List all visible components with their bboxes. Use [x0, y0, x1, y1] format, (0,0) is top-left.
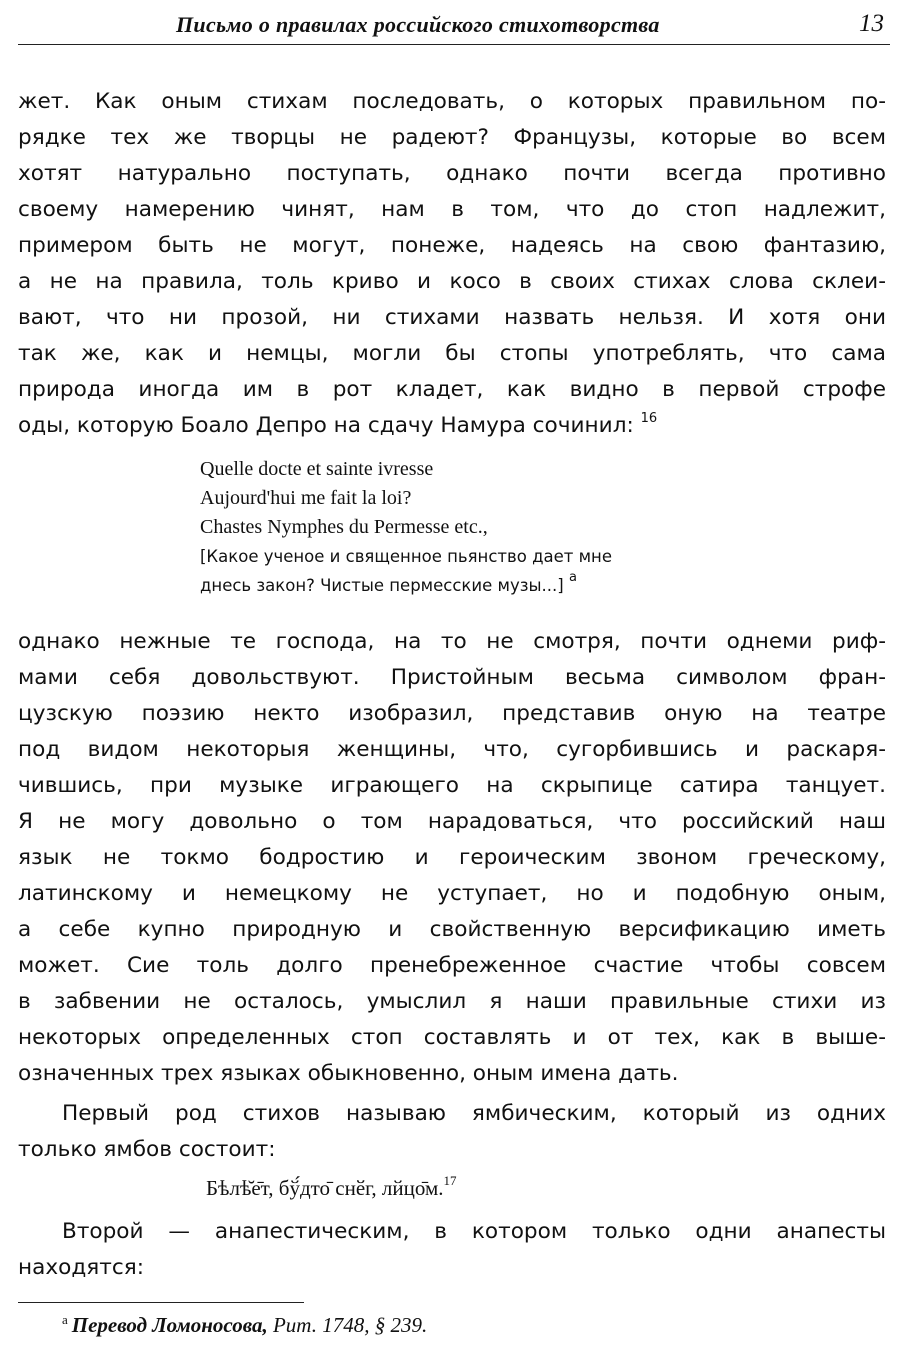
text-line: цузскую поэзию некто изобразил, представив оную на театре [18, 701, 886, 726]
text-line: только ямбов состоит: [18, 1137, 276, 1162]
verse-translation-line: [Какое ученое и священное пьянство дает мне [200, 547, 613, 566]
text-line: хотят натурально поступать, однако почти всегда противно [18, 161, 886, 186]
verse-french [200, 455, 612, 600]
text-line: означенных трех языках обыкновенно, оным имена дать. [18, 1061, 679, 1086]
text-line: своему намерению чинят, нам в том, что до стоп надлежит, [18, 197, 886, 222]
text-line: природа иногда им в рот кладет, как видно в первой строфе [18, 377, 886, 402]
paragraph-2 [18, 624, 886, 1092]
text-line: под видом некоторыя женщины, что, сугорбившись и раскаря- [18, 737, 886, 762]
footnote-rule [18, 1302, 304, 1303]
text-line: некоторых определенных стоп составлять и от тех, как в выше- [18, 1025, 886, 1050]
text-line: жет. Как оным стихам последовать, о которых правильном по- [18, 89, 886, 114]
text-line: однако нежные те господа, на то не смотря, почти однеми риф- [18, 629, 886, 654]
footnote-mark: а [62, 1312, 68, 1327]
page-number: 13 [859, 10, 884, 37]
text-line: латинскому и немецкому не уступает, но и подобную оным, [18, 881, 886, 906]
text-line: находятся: [18, 1255, 144, 1280]
text-line: а не на правила, толь криво и косо в своих стихах слова склеи- [18, 269, 886, 294]
text-line: мами себя довольствуют. Пристойным весьма символом фран- [18, 665, 886, 690]
footnote-ref-16: 16 [640, 411, 658, 426]
verse-iamb [206, 1173, 457, 1201]
note-ref-a: а [568, 570, 577, 585]
text-line: язык не токмо бодростию и героическим звоном греческому, [18, 845, 886, 870]
footnote [62, 1312, 427, 1338]
text-line-last [18, 408, 886, 444]
text-line: Я не могу довольно о том нарадоваться, что российский наш [18, 809, 886, 834]
verse-iamb-text: Бѣлѣ̆е̄т, бў́дто̄ снӗг, лйцо̄м. [206, 1176, 444, 1200]
text-line: в забвении не осталось, умыслил я наши правильные стихи из [18, 989, 886, 1014]
verse-line: Chastes Nymphes du Permesse etc., [200, 516, 488, 538]
running-title: Письмо о правилах российского стихотворства [176, 12, 660, 37]
footnote-source: Перевод Ломоносова, [71, 1313, 268, 1337]
running-head [18, 8, 890, 45]
text-line: примером быть не могут, понеже, надеясь на свою фантазию, [18, 233, 886, 258]
footnote-ref-17: 17 [443, 1173, 457, 1188]
verse-line: Aujourd'hui me fait la loi? [200, 487, 412, 509]
footnote-citation: Рит. 1748, § 239. [267, 1313, 428, 1337]
paragraph-3 [18, 1096, 886, 1168]
text-line-content: оды, которую Боало Депро на сдачу Намура сочинил: [18, 413, 634, 438]
text-line: может. Сие толь долго пренебреженное счастие чтобы совсем [18, 953, 886, 978]
text-line: а себе купно природную и свойственную версификацию иметь [18, 917, 886, 942]
verse-translation-line-last [200, 571, 612, 600]
verse-line: Quelle docte et sainte ivresse [200, 458, 434, 480]
text-line: вают, что ни прозой, ни стихами назвать нельзя. И хотя они [18, 305, 886, 330]
text-line: так же, как и немцы, могли бы стопы употреблять, что сама [18, 341, 886, 366]
text-line: Первый род стихов называю ямбическим, который из одних [62, 1101, 886, 1126]
paragraph-1 [18, 84, 886, 444]
paragraph-4 [18, 1214, 886, 1286]
verse-translation-content: днесь закон? Чистые пермесские музы...] [200, 576, 564, 595]
text-line: рядке тех же творцы не радеют? Французы, которые во всем [18, 125, 886, 150]
text-line: чившись, при музыке играющего на скрыпице сатира танцует. [18, 773, 886, 798]
text-line: Второй — анапестическим, в котором только одни анапесты [62, 1219, 886, 1244]
